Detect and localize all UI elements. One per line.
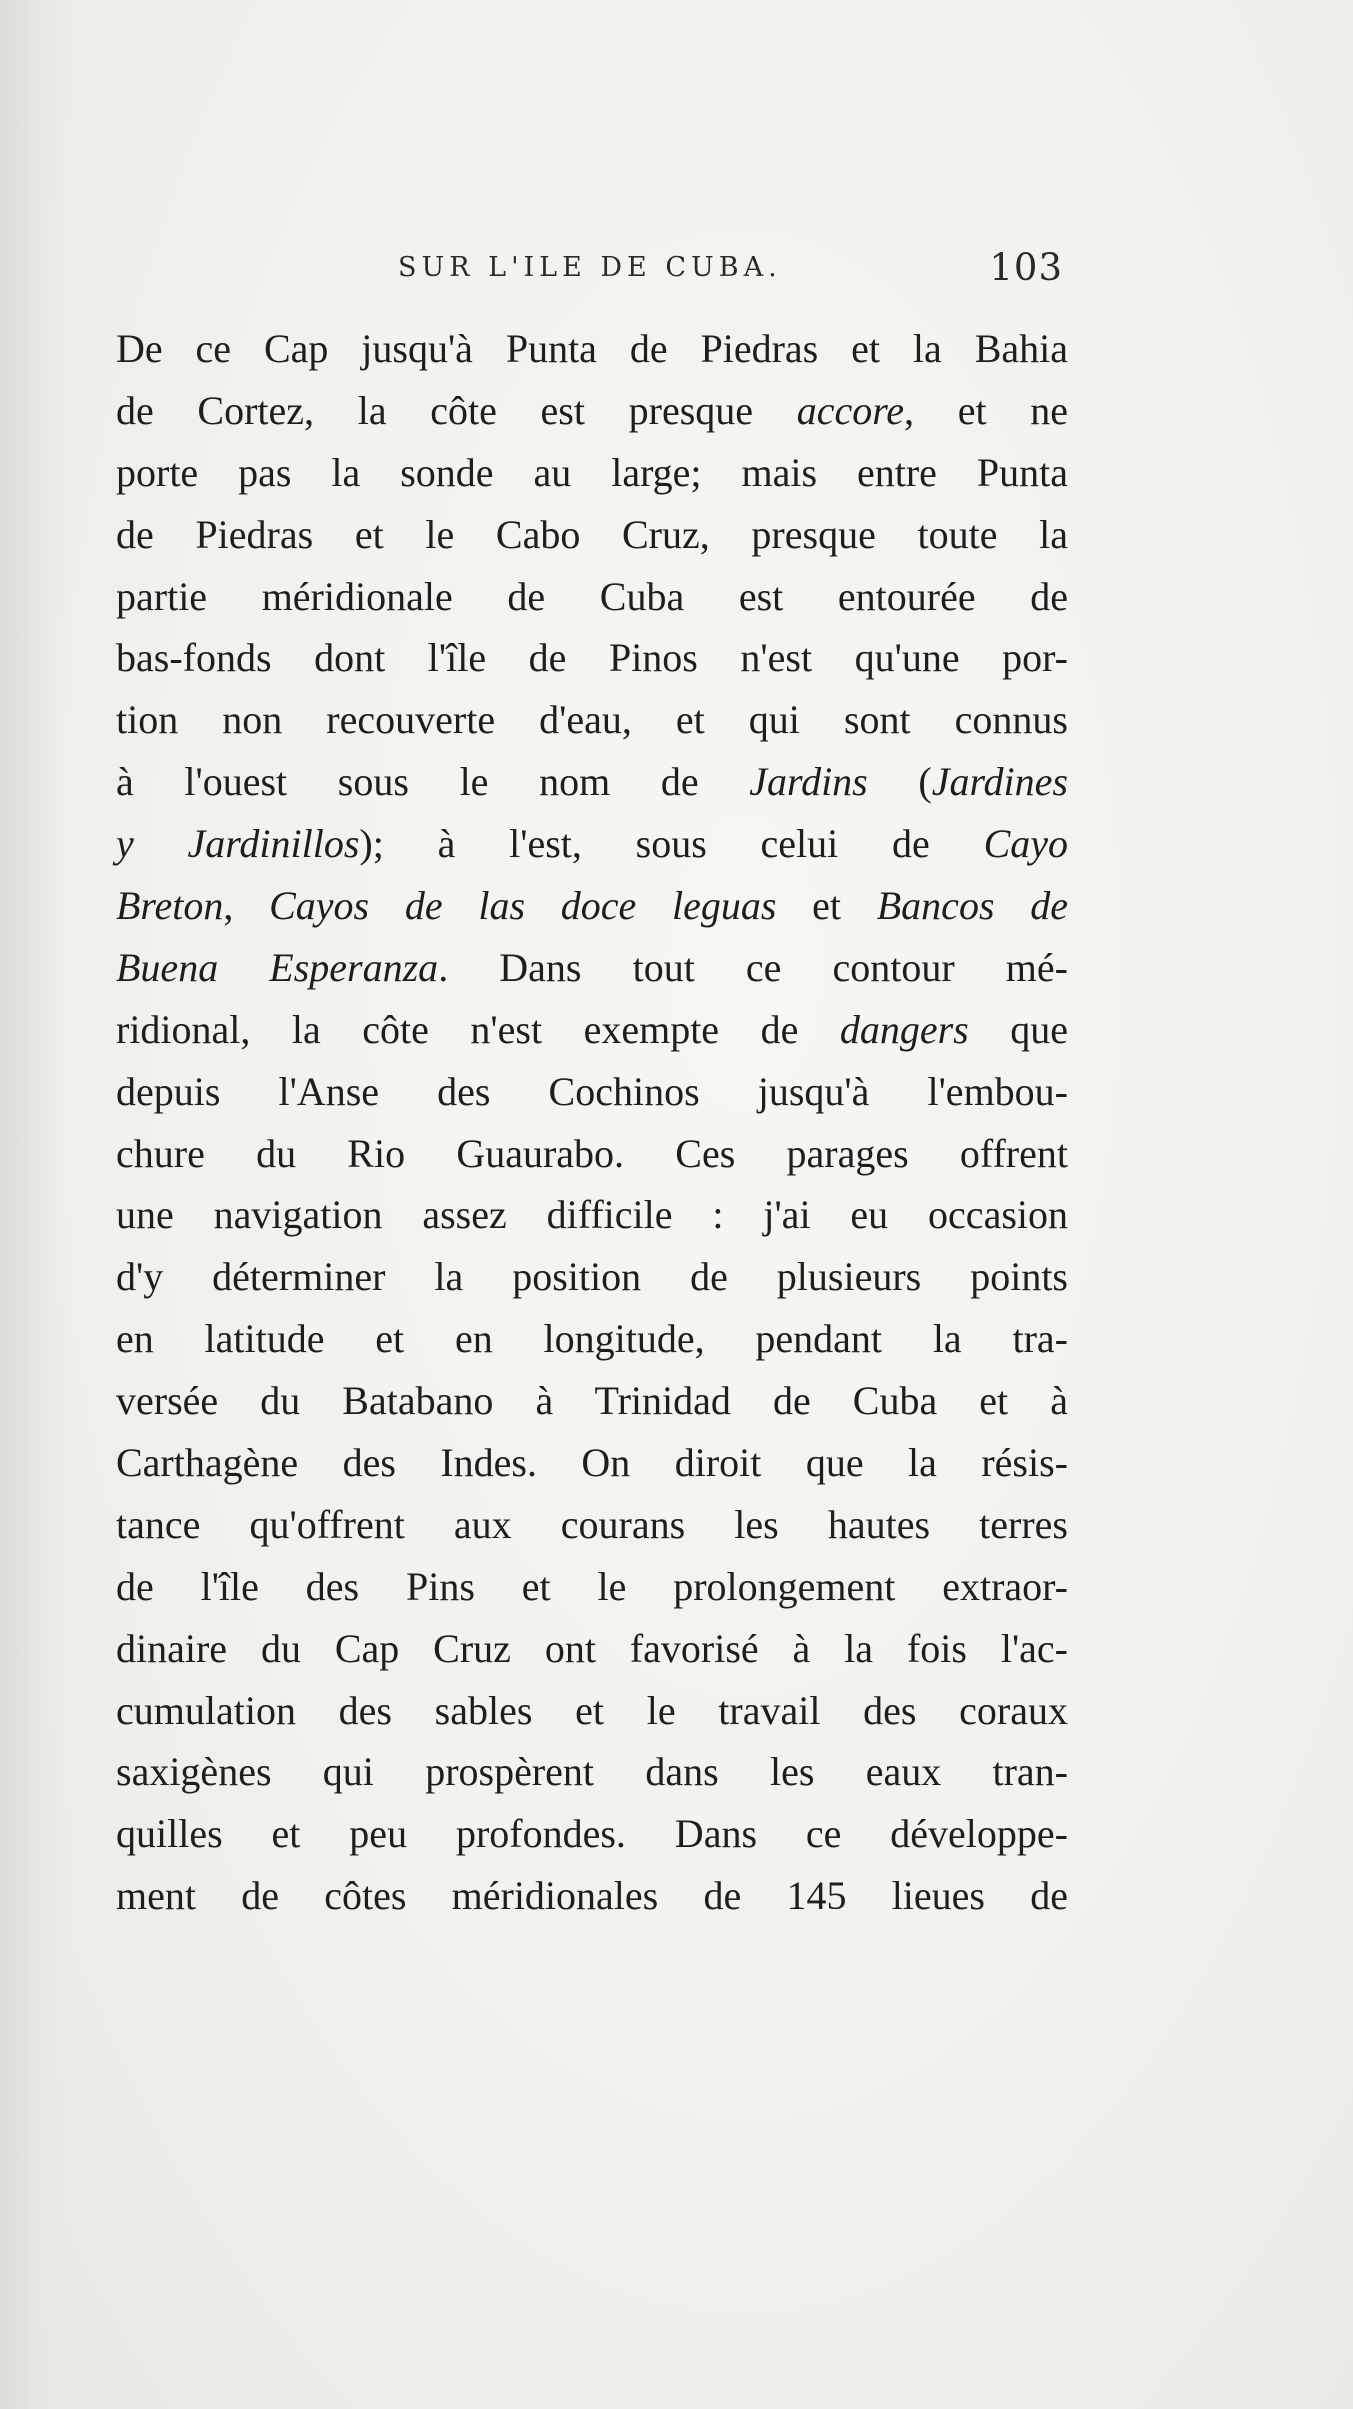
- text-segment: depuis l'Anse des Cochinos jusqu'à l'embou-: [116, 1068, 1068, 1114]
- text-line: [116, 1618, 1068, 1680]
- text-line: [116, 813, 1068, 875]
- text-segment: quilles et peu profondes. Dans ce développe-: [116, 1811, 1068, 1857]
- text-segment: tion non recouverte d'eau, et qui sont connus: [116, 697, 1068, 743]
- italic-segment: dangers: [839, 1006, 969, 1052]
- text-segment: versée du Batabano à Trinidad de Cuba et à: [116, 1378, 1068, 1424]
- text-line: [116, 1680, 1068, 1742]
- text-segment: et: [776, 883, 877, 929]
- text-line: [116, 1061, 1068, 1123]
- text-segment: ment de côtes méridionales de 145 lieues de: [116, 1873, 1068, 1919]
- text-segment: de Cortez, la côte est presque: [116, 387, 797, 433]
- italic-segment: Breton: [116, 883, 224, 929]
- text-segment: de l'île des Pins et le prolongement extraor-: [116, 1563, 1068, 1609]
- body-text: [116, 318, 1068, 1927]
- italic-segment: Jardins: [749, 759, 868, 805]
- text-line: [116, 1803, 1068, 1865]
- text-line: [116, 442, 1068, 504]
- text-segment: De ce Cap jusqu'à Punta de Piedras et la Bahia: [116, 326, 1068, 371]
- text-line: [116, 751, 1068, 813]
- text-line: [116, 937, 1068, 999]
- text-line: [116, 1494, 1068, 1556]
- text-segment: d'y déterminer la position de plusieurs points: [116, 1254, 1068, 1300]
- text-line: [116, 1308, 1068, 1370]
- text-segment: en latitude et en longitude, pendant la tra-: [116, 1316, 1068, 1362]
- text-line: [116, 999, 1068, 1061]
- text-line: [116, 1246, 1068, 1308]
- text-line: [116, 1370, 1068, 1432]
- text-line: [116, 1123, 1068, 1185]
- text-segment: bas-fonds dont l'île de Pinos n'est qu'une por-: [116, 635, 1068, 681]
- text-segment: (: [867, 759, 932, 805]
- text-line: [116, 566, 1068, 628]
- text-segment: cumulation des sables et le travail des coraux: [116, 1687, 1068, 1733]
- text-line: [116, 318, 1068, 380]
- text-line: [116, 689, 1068, 751]
- text-segment: ); à l'est, sous celui de: [359, 821, 984, 867]
- text-segment: à l'ouest sous le nom de: [116, 759, 750, 805]
- text-line: [116, 627, 1068, 689]
- italic-segment: Cayos de las doce leguas: [269, 883, 777, 929]
- gutter-shadow: [0, 0, 70, 2409]
- italic-segment: Cayo: [983, 821, 1069, 867]
- text-line: [116, 1556, 1068, 1618]
- text-segment: de Piedras et le Cabo Cruz, presque toute la: [116, 511, 1068, 557]
- italic-segment: y Jardinillos: [116, 821, 360, 867]
- text-line: [116, 1741, 1068, 1803]
- italic-segment: Buena Esperanza: [116, 944, 439, 990]
- text-segment: chure du Rio Guaurabo. Ces parages offrent: [116, 1130, 1068, 1176]
- italic-segment: Bancos de: [876, 883, 1068, 929]
- text-segment: tance qu'offrent aux courans les hautes terres: [116, 1501, 1068, 1547]
- text-segment: ridional, la côte n'est exempte de: [116, 1006, 840, 1052]
- text-segment: partie méridionale de Cuba est entourée de: [116, 573, 1068, 619]
- text-segment: , et ne: [904, 387, 1068, 433]
- text-segment: une navigation assez difficile : j'ai eu occasion: [116, 1192, 1068, 1238]
- text-segment: Carthagène des Indes. On diroit que la résis-: [116, 1440, 1068, 1486]
- text-segment: que: [968, 1006, 1068, 1052]
- text-line: [116, 504, 1068, 566]
- text-segment: dinaire du Cap Cruz ont favorisé à la fois l'ac-: [116, 1625, 1068, 1671]
- page-number: 103: [989, 246, 1063, 289]
- text-segment: saxigènes qui prospèrent dans les eaux tran-: [116, 1749, 1068, 1795]
- italic-segment: Jardines: [931, 759, 1068, 805]
- text-line: [116, 380, 1068, 442]
- text-segment: porte pas la sonde au large; mais entre Punta: [116, 449, 1068, 495]
- text-segment: . Dans tout ce contour mé-: [438, 944, 1068, 990]
- running-head: [118, 246, 1063, 296]
- text-line: [116, 1184, 1068, 1246]
- italic-segment: accore: [796, 387, 905, 433]
- running-title: SUR L'ILE DE CUBA.: [398, 252, 782, 283]
- text-line: [116, 875, 1068, 937]
- text-segment: ,: [223, 883, 270, 929]
- text-line: [116, 1432, 1068, 1494]
- text-line: [116, 1865, 1068, 1927]
